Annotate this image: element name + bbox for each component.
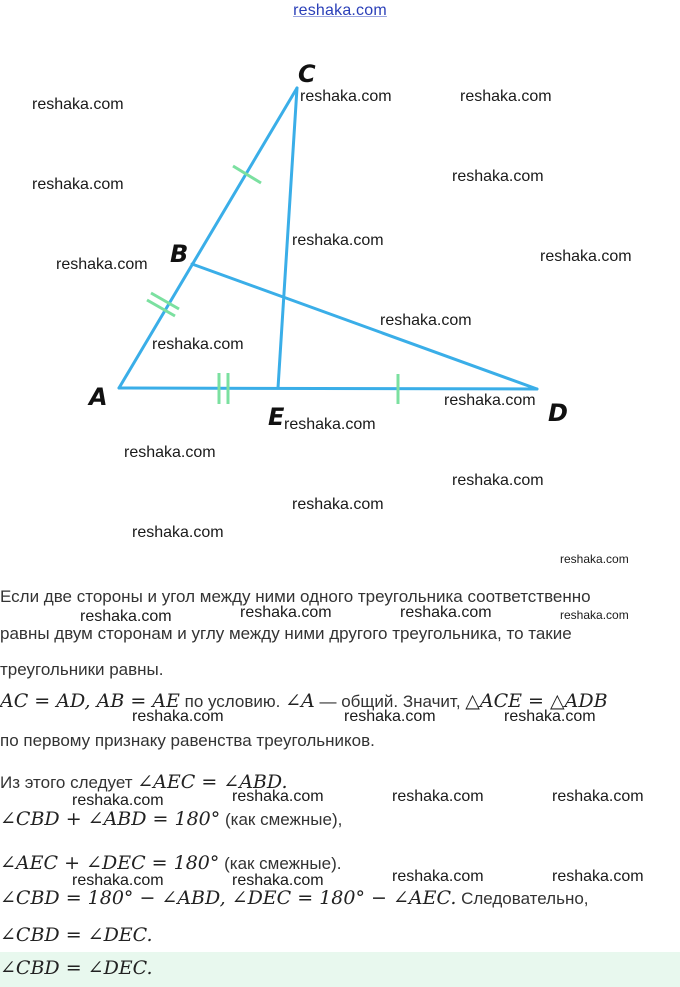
watermark: reshaka.com bbox=[560, 552, 629, 566]
watermark: reshaka.com bbox=[72, 872, 164, 889]
common-text: — общий. Значит, bbox=[314, 692, 466, 711]
watermark: reshaka.com bbox=[540, 248, 632, 265]
watermark: reshaka.com bbox=[460, 88, 552, 105]
triangle-equality: △ACE = △ADB bbox=[465, 690, 608, 712]
follows-text: Из этого следует bbox=[0, 773, 138, 792]
watermark: reshaka.com bbox=[32, 96, 124, 113]
watermark: reshaka.com bbox=[292, 496, 384, 513]
watermark: reshaka.com bbox=[232, 872, 324, 889]
theorem-line-1: Если две стороны и угол между ними одного треугольника соответственно bbox=[0, 587, 591, 606]
equation-3-note: Следовательно, bbox=[456, 889, 589, 908]
criterion-line: по первому признаку равенства треугольников. bbox=[0, 731, 375, 750]
equation-2-note: (как смежные). bbox=[219, 854, 342, 873]
equation-line-2 bbox=[0, 852, 341, 874]
watermark: reshaka.com bbox=[392, 868, 484, 885]
equation-line-4 bbox=[0, 924, 153, 946]
answer-equality: ∠CBD = ∠DEC. bbox=[0, 957, 153, 979]
segment-bd bbox=[192, 264, 537, 389]
vertex-label-b: B bbox=[170, 240, 189, 268]
watermark: reshaka.com bbox=[124, 444, 216, 461]
equation-1: ∠CBD + ∠ABD = 180° bbox=[0, 808, 221, 830]
follows-equality: ∠AEC = ∠ABD. bbox=[137, 771, 288, 793]
watermark: reshaka.com bbox=[72, 792, 164, 809]
watermark: reshaka.com bbox=[452, 472, 544, 489]
watermark: reshaka.com bbox=[400, 604, 492, 621]
condition-equalities: AC = AD, AB = AE bbox=[0, 690, 180, 712]
watermark: reshaka.com bbox=[392, 788, 484, 805]
watermark: reshaka.com bbox=[80, 608, 172, 625]
equation-line-3 bbox=[0, 887, 589, 909]
answer-box bbox=[0, 952, 680, 987]
segment-ad bbox=[119, 388, 537, 389]
watermark: reshaka.com bbox=[552, 788, 644, 805]
watermark: reshaka.com bbox=[552, 868, 644, 885]
equation-line-1 bbox=[0, 808, 342, 830]
watermark: reshaka.com bbox=[132, 524, 224, 541]
follows-line bbox=[0, 771, 287, 793]
equation-2: ∠AEC + ∠DEC = 180° bbox=[0, 852, 220, 874]
watermark: reshaka.com bbox=[300, 88, 392, 105]
watermark: reshaka.com bbox=[344, 708, 436, 725]
watermark: reshaka.com bbox=[56, 256, 148, 273]
theorem-line-2: равны двум сторонам и углу между ними другого треугольника, то такие bbox=[0, 624, 572, 643]
watermark: reshaka.com bbox=[32, 176, 124, 193]
theorem-line-3: треугольники равны. bbox=[0, 660, 164, 679]
watermark: reshaka.com bbox=[284, 416, 376, 433]
watermark: reshaka.com bbox=[240, 604, 332, 621]
common-angle: ∠A bbox=[285, 690, 315, 712]
watermark: reshaka.com bbox=[504, 708, 596, 725]
vertex-label-c: C bbox=[298, 60, 316, 88]
site-header-link[interactable]: reshaka.com bbox=[293, 2, 387, 19]
condition-text: по условию. bbox=[179, 692, 286, 711]
watermark: reshaka.com bbox=[380, 312, 472, 329]
tick-bc bbox=[233, 166, 261, 183]
vertex-label-a: A bbox=[89, 383, 108, 411]
equation-3: ∠CBD = 180° − ∠ABD, ∠DEC = 180° − ∠AEC. bbox=[0, 887, 457, 909]
condition-line bbox=[0, 690, 608, 712]
watermark: reshaka.com bbox=[560, 608, 629, 622]
equation-4: ∠CBD = ∠DEC. bbox=[0, 924, 153, 946]
watermark: reshaka.com bbox=[152, 336, 244, 353]
vertex-label-d: D bbox=[548, 399, 568, 427]
watermark: reshaka.com bbox=[452, 168, 544, 185]
watermark: reshaka.com bbox=[292, 232, 384, 249]
vertex-label-e: E bbox=[268, 403, 285, 431]
watermark: reshaka.com bbox=[132, 708, 224, 725]
watermark: reshaka.com bbox=[444, 392, 536, 409]
equation-1-note: (как смежные), bbox=[220, 810, 343, 829]
watermark: reshaka.com bbox=[232, 788, 324, 805]
